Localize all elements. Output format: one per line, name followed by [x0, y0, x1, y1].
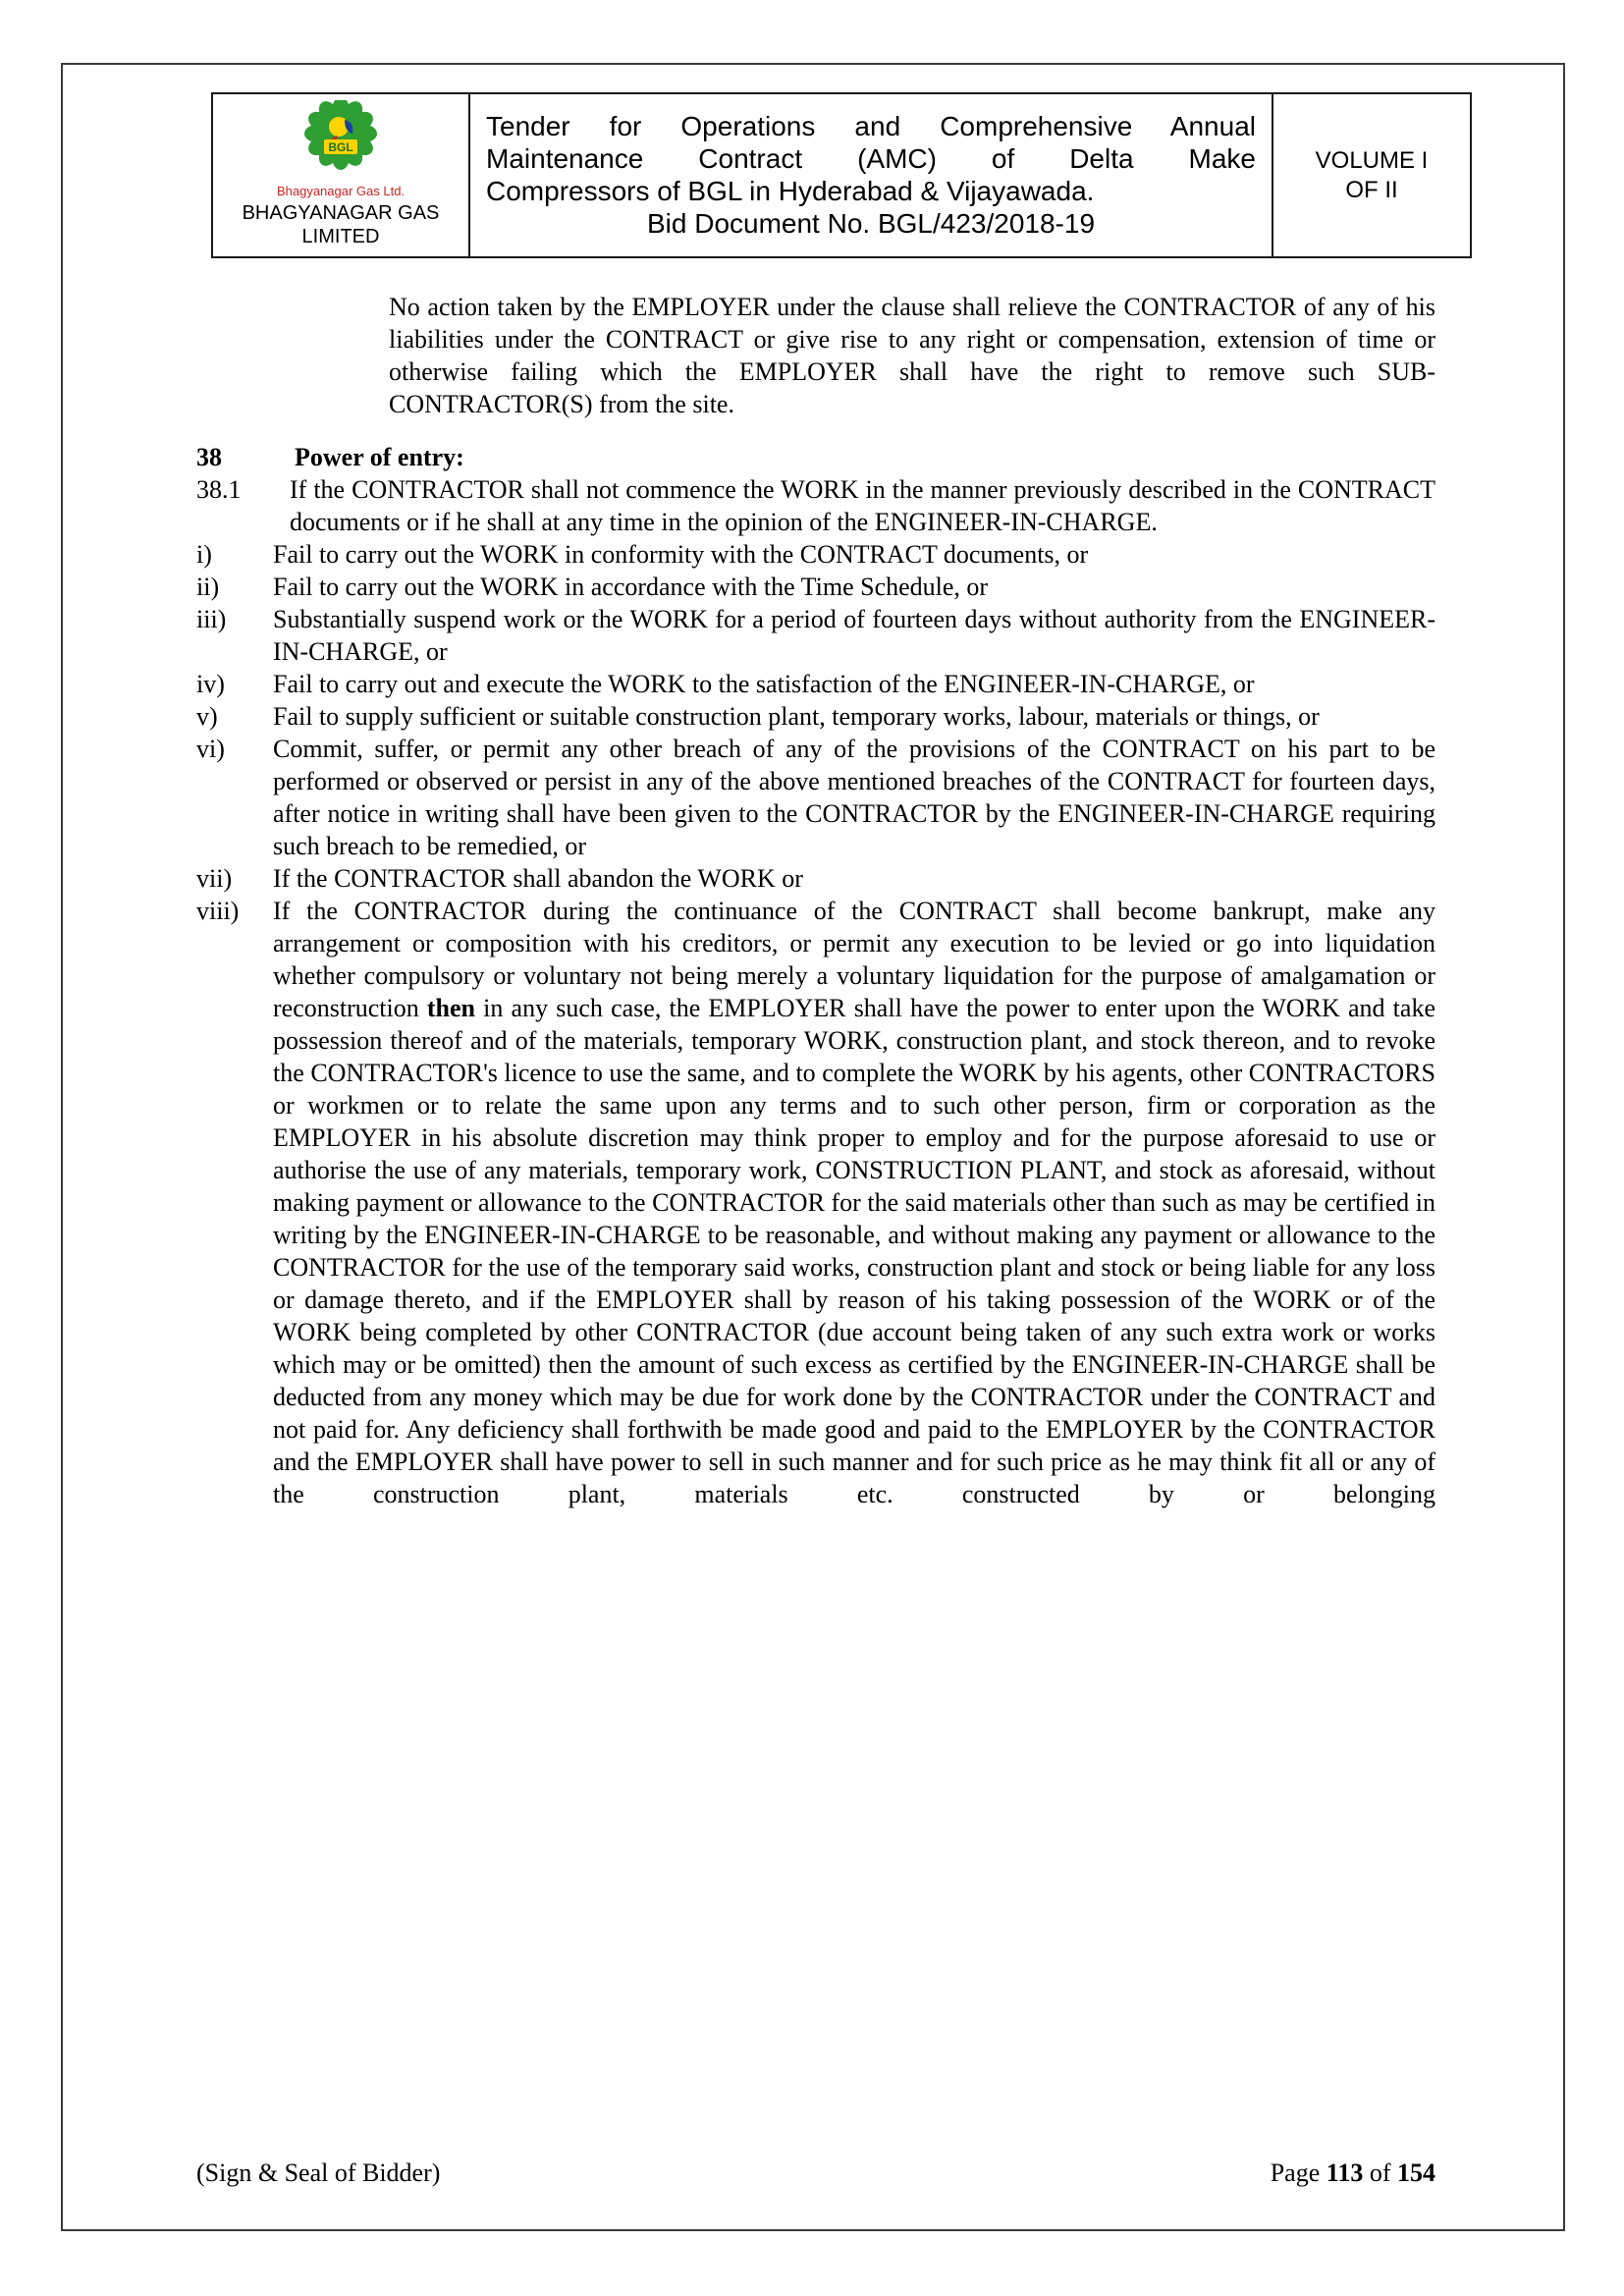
clause-text: If the CONTRACTOR shall not commence the WORK in the manner previously described in the CONTRACT documents or if he shall at any time in the opinion of the ENGINEER-IN-CHARGE.: [290, 475, 1435, 536]
page-footer: [196, 2157, 1435, 2189]
logo-text: BGL: [328, 140, 353, 154]
logo-cell: [212, 93, 469, 257]
list-text: Fail to carry out the WORK in accordance with the Time Schedule, or: [273, 573, 989, 601]
doc-title-line1: Tender for Operations and Comprehensive Annual: [486, 110, 1256, 141]
list-item-ii: [196, 571, 1435, 603]
section-title: Power of entry:: [295, 443, 464, 471]
numbered-list: [196, 538, 1435, 1510]
org-name-line1: BHAGYANAGAR GAS: [242, 202, 440, 224]
list-marker: v): [196, 702, 218, 731]
list-item-vii: [196, 862, 1435, 895]
list-text: Substantially suspend work or the WORK for a period of fourteen days without authority from the ENGINEER-IN-CHARGE, or: [273, 605, 1435, 666]
page-indicator: [1271, 2157, 1435, 2189]
volume-line2: OF II: [1345, 176, 1398, 203]
list-item-iii: [196, 603, 1435, 668]
document-body: [196, 291, 1435, 1510]
list-item-v: [196, 700, 1435, 733]
list-marker: vi): [196, 735, 225, 763]
list-text: [273, 895, 1435, 1510]
bgl-logo-icon: [294, 100, 388, 179]
page-prefix: Page: [1270, 2159, 1326, 2187]
list-item-viii: [196, 895, 1435, 1510]
list-marker: viii): [196, 897, 240, 925]
doc-title-line2: Maintenance Contract (AMC) of Delta Make: [486, 142, 1256, 174]
list-text-bold-word: then: [426, 994, 476, 1022]
list-text-before: If the CONTRACTOR during the continuance of the CONTRACT shall become bankrupt, make any arrangement or composition with his creditors, or permit any execution to be levied or go into liquidation whether compulsory or voluntary not being merely a voluntary liquidation for the purpose of amalgamation or reconstruction: [273, 897, 1435, 1022]
list-marker: i): [196, 540, 212, 569]
org-name-line2: LIMITED: [301, 226, 380, 247]
section-number: 38: [196, 443, 222, 471]
intro-paragraph: No action taken by the EMPLOYER under the clause shall relieve the CONTRACTOR of any of his liabilities under the CONTRACT or give rise to any right or compensation, extension of time or otherwise failing which the EMPLOYER shall have the right to remove such SUB-CONTRACTOR(S) from the site.: [389, 293, 1435, 418]
page-number: 113: [1326, 2159, 1364, 2187]
header-table: [211, 92, 1472, 258]
list-text: Fail to carry out the WORK in conformity with the CONTRACT documents, or: [273, 540, 1089, 569]
list-marker: ii): [196, 573, 220, 601]
doc-title-line3: Compressors of BGL in Hyderabad & Vijayawada.: [486, 175, 1095, 206]
title-cell: [469, 93, 1272, 257]
org-name: [217, 201, 464, 248]
list-text: If the CONTRACTOR shall abandon the WORK or: [273, 864, 803, 893]
bid-doc-no: Bid Document No. BGL/423/2018-19: [646, 207, 1096, 239]
list-marker: iv): [196, 670, 225, 698]
volume-line1: VOLUME I: [1315, 146, 1429, 174]
list-text-after: in any such case, the EMPLOYER shall have the power to enter upon the WORK and take possession thereof and of the materials, temporary WORK, construction plant, and stock thereon, and to revoke the CONTRACTOR's licence to use the same, and to complete the WORK by his agents, other CONTRACTORS or workmen or to relate the same upon any terms and to such other person, firm or corporation as the EMPLOYER in his absolute discretion may think proper to employ and for the purpose aforesaid to use or authorise the use of any materials, temporary work, CONSTRUCTION PLANT, and stock as aforesaid, without making payment or allowance to the CONTRACTOR for the said materials other than such as may be certified in writing by the ENGINEER-IN-CHARGE to be reasonable, and without making any payment or allowance to the CONTRACTOR for the use of the temporary said works, construction plant and stock or being liable for any loss or damage thereto, and if the EMPLOYER shall by reason of his taking possession of the WORK or of the WORK being completed by other CONTRACTOR (due account being taken of any such extra work or works which may or be omitted) then the amount of such excess as certified by the ENGINEER-IN-CHARGE shall be deducted from any money which may be due for work done by the CONTRACTOR under the CONTRACT and not paid for. Any deficiency shall forthwith be made good and paid to the EMPLOYER by the CONTRACTOR and the EMPLOYER shall have power to sell in such manner and for such price as he may think fit all or any of the construction plant, materials etc. constructed by or belonging: [273, 994, 1435, 1508]
list-text: Fail to carry out and execute the WORK to the satisfaction of the ENGINEER-IN-CHARGE, or: [273, 670, 1255, 698]
list-marker: iii): [196, 605, 227, 633]
sign-seal-label: (Sign & Seal of Bidder): [196, 2159, 441, 2187]
clause-number: 38.1: [196, 475, 242, 504]
clause-38-1: [196, 473, 1435, 538]
list-item-vi: [196, 733, 1435, 862]
list-item-i: [196, 538, 1435, 571]
list-text: Commit, suffer, or permit any other breach of any of the provisions of the CONTRACT on his part to be performed or observed or persist in any of the above mentioned breaches of the CONTRACT for fourteen days, after notice in writing shall have been given to the CONTRACTOR by the ENGINEER-IN-CHARGE requiring such breach to be remedied, or: [273, 735, 1435, 860]
volume-cell: [1272, 93, 1471, 257]
list-marker: vii): [196, 864, 233, 893]
page-total: 154: [1397, 2159, 1435, 2187]
section-heading: [196, 441, 1435, 473]
list-item-iv: [196, 668, 1435, 700]
list-text: Fail to supply sufficient or suitable construction plant, temporary works, labour, materials or things, or: [273, 702, 1320, 731]
logo-subtext: Bhagyanagar Gas Ltd.: [276, 184, 406, 198]
page-of: of: [1363, 2159, 1397, 2187]
